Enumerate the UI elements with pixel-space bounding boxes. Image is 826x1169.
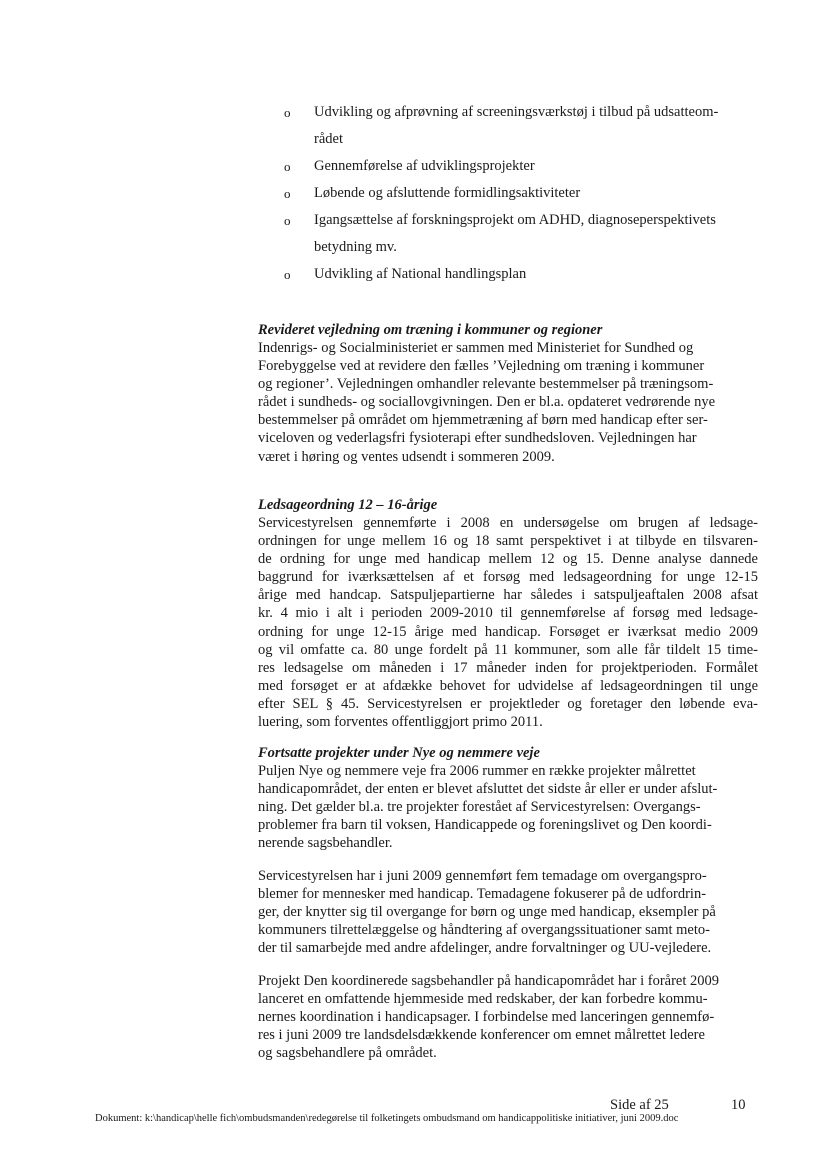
text-line: Projekt Den koordinerede sagsbehandler på handicapområdet har i foråret 2009 bbox=[258, 973, 720, 989]
list-item bbox=[284, 261, 764, 288]
bullet-list bbox=[284, 99, 764, 288]
text-line: ning. Det gælder bl.a. tre projekter forestået af Servicestyrelsen: Overgangs- bbox=[258, 799, 701, 816]
text-line: der til samarbejde med andre afdelinger, andre forvaltninger og UU-vejledere. bbox=[258, 940, 712, 957]
list-item-text: Udvikling af National handlingsplan bbox=[314, 266, 527, 282]
text-line: og vil omfatte ca. 80 unge fordelt på 11 kommuner, som alle får tildelt 15 time- bbox=[258, 641, 758, 658]
text-line: ger, der knytter sig til overgange for børn og unge med handicap, eksempler på bbox=[258, 904, 716, 921]
list-item-text: rådet bbox=[314, 131, 343, 147]
text-line: ordning for unge 12-15 årige med handicap. Forsøget er iværksat medio 2009 bbox=[258, 623, 758, 640]
list-item bbox=[284, 153, 764, 180]
text-line: blemer for mennesker med handicap. Temadagene fokuserer på de udfordrin- bbox=[258, 886, 707, 903]
list-item-text: Løbende og afsluttende formidlingsaktiviteter bbox=[314, 185, 581, 201]
section-heading: Fortsatte projekter under Nye og nemmere veje bbox=[258, 745, 540, 761]
footer-side-label: Side af 25 bbox=[610, 1097, 669, 1113]
text-line: og regioner’. Vejledningen omhandler relevante bestemmelser på træningsom- bbox=[258, 376, 714, 393]
text-line: baggrund for iværksættelsen af et forsøg med ledsageordning for unge 12-15 bbox=[258, 569, 758, 586]
text-line: problemer fra barn til voksen, Handicappede og foreningslivet og Den koordi- bbox=[258, 817, 712, 834]
text-line: kr. 4 mio i alt i perioden 2009-2010 til gennemførelse af forsøg med ledsage- bbox=[258, 605, 758, 622]
text-line: Forebyggelse ved at revidere den fælles ’Vejledning om træning i kommuner bbox=[258, 358, 705, 375]
text-line: efter SEL § 45. Servicestyrelsen er projektleder og foretager den løbende eva- bbox=[258, 695, 758, 712]
paragraph bbox=[258, 339, 758, 466]
footer-page-number: 10 bbox=[731, 1097, 746, 1113]
list-item bbox=[284, 207, 764, 261]
paragraph bbox=[258, 762, 758, 852]
text-line: Servicestyrelsen gennemførte i 2008 en undersøgelse om brugen af ledsage- bbox=[258, 515, 758, 531]
paragraph-koordinerede-sagsbehandler bbox=[258, 972, 758, 1062]
bullet-marker: o bbox=[284, 213, 291, 228]
footer-document-path: Dokument: k:\handicap\helle fich\ombudsmanden\redegørelse til folketingets ombudsmand om handicappolitiske initiativer, juni 2009.doc bbox=[95, 1113, 679, 1124]
text-line: med forsøget er at afdække behovet for udvidelse af ledsageordningen til unge bbox=[258, 677, 758, 694]
text-line: res ledsagelse om måneden i 17 måneder inden for projektperioden. Formålet bbox=[258, 659, 758, 676]
list-item bbox=[284, 180, 764, 207]
section-heading: Ledsageordning 12 – 16-årige bbox=[258, 497, 438, 513]
text-line: nernes koordination i handicapsager. I forbindelse med lanceringen gennemfø- bbox=[258, 1009, 715, 1026]
text-line: nerende sagsbehandler. bbox=[258, 835, 393, 852]
bullet-marker: o bbox=[284, 159, 291, 174]
list-item bbox=[284, 99, 764, 153]
text-line: kommuners tilrettelæggelse og håndtering af overgangssituationer samt meto- bbox=[258, 922, 710, 939]
section-ledsageordning bbox=[258, 496, 758, 731]
text-line: Servicestyrelsen har i juni 2009 gennemført fem temadage om overgangspro- bbox=[258, 868, 707, 884]
section-revideret-vejledning bbox=[258, 321, 758, 466]
bullet-marker: o bbox=[284, 105, 291, 120]
bullet-marker: o bbox=[284, 267, 291, 282]
text-line: og sagsbehandlere på området. bbox=[258, 1045, 437, 1062]
text-line: Puljen Nye og nemmere veje fra 2006 rummer en række projekter målrettet bbox=[258, 763, 696, 779]
list-item-text: betydning mv. bbox=[314, 239, 397, 255]
text-line: res i juni 2009 tre landsdelsdækkende konferencer om emnet målrettet ledere bbox=[258, 1027, 705, 1044]
paragraph-temadage bbox=[258, 867, 758, 957]
text-line: lanceret en omfattende hjemmeside med redskaber, der kan forbedre kommu- bbox=[258, 991, 708, 1008]
text-line: ordningen for unge mellem 16 og 18 samt perspektivet i at tilbyde en tilsvaren- bbox=[258, 533, 758, 550]
text-line: Indenrigs- og Socialministeriet er sammen med Ministeriet for Sundhed og bbox=[258, 340, 694, 356]
text-line: bestemmelser på området om hjemmetræning af børn med handicap efter ser- bbox=[258, 412, 708, 429]
list-item-text: Gennemførelse af udviklingsprojekter bbox=[314, 158, 535, 174]
text-line: de ordning for unge med handicap mellem 12 og 15. Denne analyse dannede bbox=[258, 551, 758, 568]
bullet-marker: o bbox=[284, 186, 291, 201]
list-item-text: Udvikling og afprøvning af screeningsværkstøj i tilbud på udsatteom- bbox=[314, 104, 719, 120]
section-heading: Revideret vejledning om træning i kommuner og regioner bbox=[258, 322, 603, 338]
text-line: årige med handcap. Satspuljepartierne har således i satspuljeaftalen 2008 afsat bbox=[258, 587, 758, 604]
text-line: viceloven og vederlagsfri fysioterapi efter sundhedsloven. Vejledningen har bbox=[258, 430, 697, 447]
list-item-text: Igangsættelse af forskningsprojekt om ADHD, diagnoseperspektivets bbox=[314, 212, 716, 228]
text-line: handicapområdet, der enten er blevet afsluttet det sidste år eller er under afslut- bbox=[258, 781, 718, 798]
text-line: luering, som forventes offentliggjort primo 2011. bbox=[258, 714, 543, 731]
text-line: været i høring og ventes udsendt i sommeren 2009. bbox=[258, 448, 555, 465]
text-line: rådet i sundheds- og sociallovgivningen. Den er bl.a. opdateret vedrørende nye bbox=[258, 394, 716, 411]
section-fortsatte-projekter bbox=[258, 744, 758, 852]
paragraph bbox=[258, 514, 758, 731]
